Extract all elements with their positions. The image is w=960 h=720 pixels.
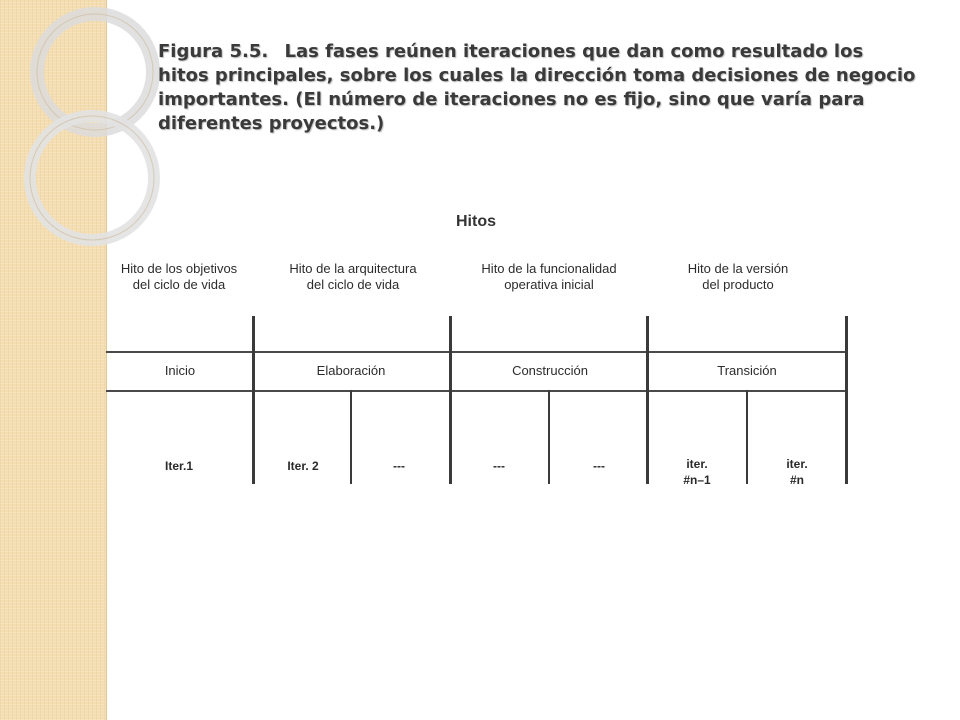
iteration-n-minus-1: iter. #n–1 [683,457,711,487]
milestone-lifecycle-architecture: Hito de la arquitectura del ciclo de vida [289,261,417,292]
phases-milestones-diagram [106,200,866,500]
phase-bottom-line [106,390,848,392]
iteration-separator-3 [746,390,748,484]
iteration-ellipsis-3: --- [593,459,605,473]
iteration-separator-1 [350,390,352,484]
iteration-n: iter. #n [786,457,808,487]
phase-elaboration: Elaboración [316,363,386,378]
milestone-initial-operational-capability: Hito de la funcionalidad operativa inicial [481,261,617,292]
figure-caption [158,40,918,136]
boundary-line-1 [252,316,255,484]
boundary-line-4 [845,316,848,484]
phase-inception: Inicio [164,363,196,378]
figure-number: Figura 5.5. [158,41,269,62]
milestone-product-release: Hito de la versión del producto [687,261,789,292]
iteration-ellipsis-1: --- [393,459,405,473]
figure-caption-text: Las fases reúnen iteraciones que dan como resultado los hitos principales, sobre los cuales la dirección toma decisiones de negocio importantes. (El número de iteraciones no es fijo, sino que varía para diferentes proyectos.) [158,41,916,134]
iteration-ellipsis-2: --- [493,459,505,473]
milestones-title: Hitos [456,213,496,230]
phase-transition: Transición [717,363,777,378]
iteration-2: Iter. 2 [287,459,319,473]
phase-top-line [106,351,848,353]
boundary-line-2 [449,316,452,484]
milestone-lifecycle-objectives: Hito de los objetivos del ciclo de vida [120,261,238,292]
phase-construction: Construcción [512,363,588,378]
boundary-line-3 [646,316,649,484]
iteration-separator-2 [548,390,550,484]
iteration-1: Iter.1 [164,459,194,473]
